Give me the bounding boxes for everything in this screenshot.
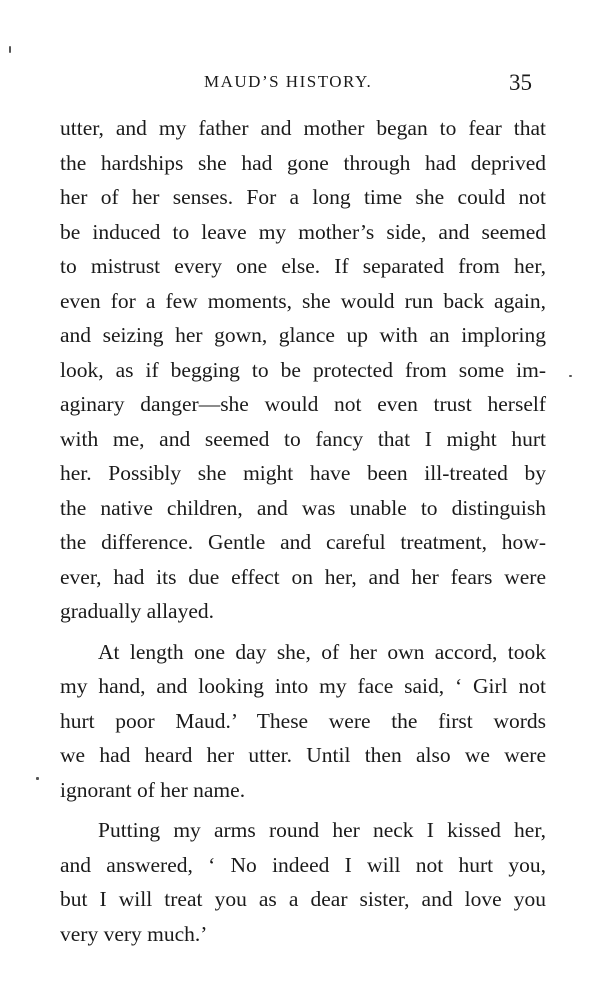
text-line: my hand, and looking into my face said, ‘ Girl not [60, 674, 546, 698]
text-line: gradually allayed. [60, 599, 215, 623]
text-line: be induced to leave my mother’s side, and seemed [60, 219, 546, 244]
text-line: and answered, ‘ No indeed I will not hurt you, [60, 852, 546, 877]
text-line: with me, and seemed to fancy that I might hurt [60, 426, 546, 451]
text-line: even for a few moments, she would run back again, [60, 288, 546, 313]
print-speck [9, 46, 11, 53]
text-line: At length one day she, of her own accord, took [98, 639, 546, 664]
text-line: utter, and my father and mother began to fear that [60, 116, 546, 140]
text-line: ignorant of her name. [60, 777, 246, 802]
text-line: to mistrust every one else. If separated from her, [60, 254, 546, 278]
paragraph-3 [60, 813, 546, 951]
text-line: her of her senses. For a long time she could not [60, 185, 546, 209]
text-line: and seizing her gown, glance up with an imploring [60, 323, 546, 347]
body-text [60, 111, 546, 951]
text-line: the difference. Gentle and careful treatment, how- [60, 530, 546, 554]
text-line: her. Possibly she might have been ill-treated by [60, 461, 546, 485]
print-speck [569, 375, 572, 377]
text-line: very very much.’ [60, 921, 208, 946]
text-line: Putting my arms round her neck I kissed her, [98, 818, 546, 842]
paragraph-2 [60, 635, 546, 808]
text-line: the hardships she had gone through had deprived [60, 150, 546, 175]
running-head [0, 70, 611, 100]
paragraph-1 [60, 111, 546, 629]
text-line: the native children, and was unable to distinguish [60, 495, 546, 520]
page-number: 35 [509, 70, 532, 95]
text-line: we had heard her utter. Until then also we were [60, 743, 546, 767]
print-speck [36, 777, 39, 780]
text-line: hurt poor Maud.’ These were the first words [60, 708, 546, 733]
text-line: look, as if begging to be protected from some im- [60, 357, 546, 382]
running-title: MAUD’S HISTORY. [204, 72, 373, 91]
text-line: but I will treat you as a dear sister, and love you [60, 887, 546, 911]
text-line: ever, had its due effect on her, and her fears were [60, 564, 546, 589]
text-line: aginary danger—she would not even trust herself [60, 392, 546, 416]
